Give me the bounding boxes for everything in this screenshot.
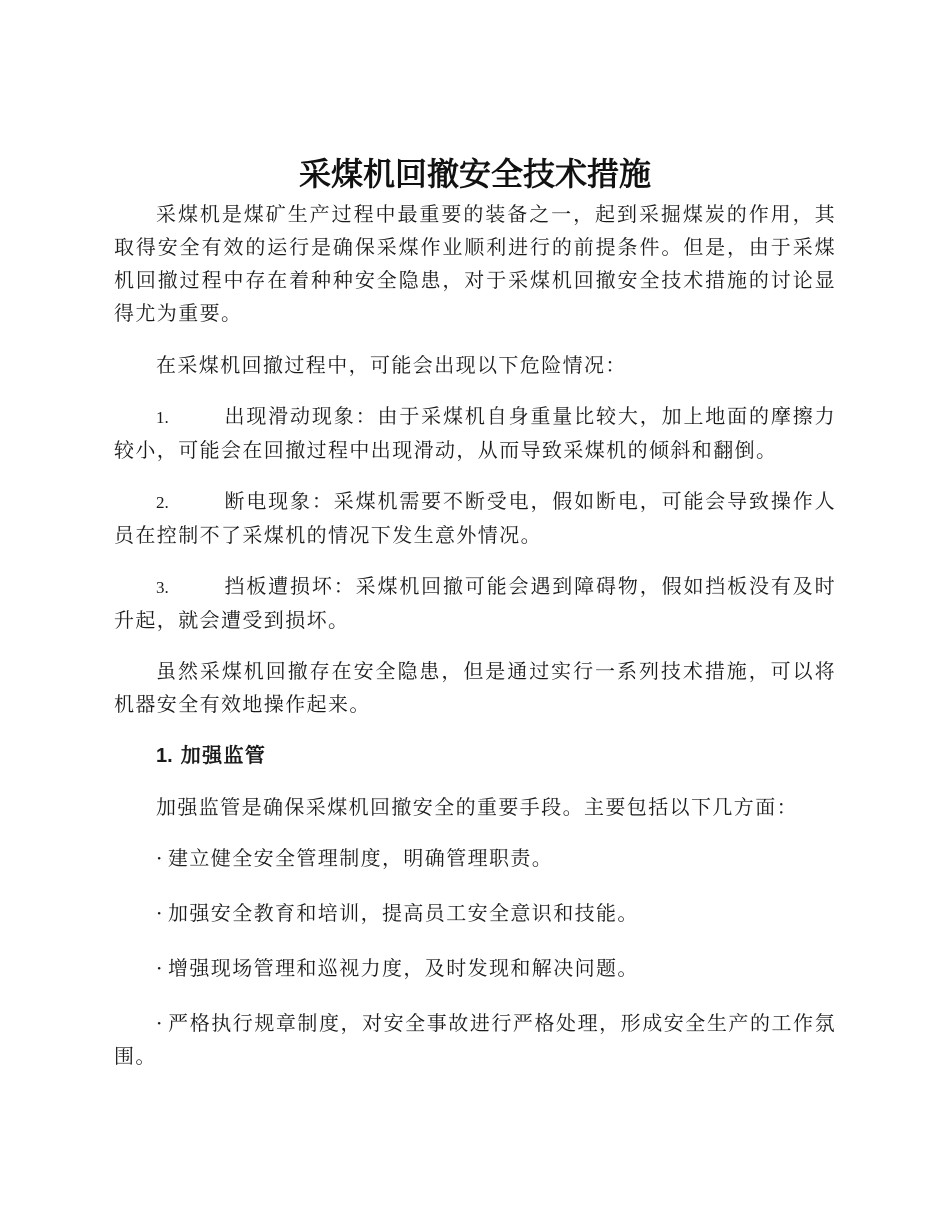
bullet-item — [114, 952, 836, 985]
risk-item-text: 断电现象：采煤机需要不断受电，假如断电，可能会导致操作人员在控制不了采煤机的情况下发生意外情况。 — [114, 489, 836, 547]
section-lead-paragraph: 加强监管是确保采煤机回撤安全的重要手段。主要包括以下几方面： — [156, 795, 798, 819]
bullet-item — [114, 897, 836, 930]
bullet-item — [114, 1007, 836, 1073]
risk-item-text: 挡板遭损坏：采煤机回撤可能会遇到障碍物，假如挡板没有及时升起，就会遭受到损坏。 — [114, 574, 836, 632]
bullet-mark: · — [156, 846, 163, 870]
bullet-text: 加强安全教育和培训，提高员工安全意识和技能。 — [168, 901, 639, 925]
risk-item-number: 2. — [156, 493, 169, 512]
summary-paragraph: 虽然采煤机回撤存在安全隐患，但是通过实行一系列技术措施，可以将机器安全有效地操作起来。 — [114, 659, 836, 716]
risk-item — [114, 570, 836, 637]
risk-item-text: 出现滑动现象：由于采煤机自身重量比较大，加上地面的摩擦力较小，可能会在回撤过程中出现滑动，从而导致采煤机的倾斜和翻倒。 — [114, 404, 836, 462]
risk-lead-paragraph: 在采煤机回撤过程中，可能会出现以下危险情况： — [156, 353, 627, 377]
risk-item-number: 1. — [156, 408, 169, 427]
bullet-text: 增强现场管理和巡视力度，及时发现和解决问题。 — [168, 956, 639, 980]
document-title: 采煤机回撤安全技术措施 — [298, 155, 651, 193]
section-heading — [114, 739, 836, 773]
section-heading-text: 加强监管 — [180, 743, 267, 767]
bullet-text: 建立健全安全管理制度，明确管理职责。 — [168, 846, 554, 870]
bullet-mark: · — [156, 1011, 163, 1035]
document-body — [114, 198, 836, 1095]
section-heading-number: 1. — [156, 745, 173, 767]
bullet-mark: · — [156, 956, 163, 980]
risk-item — [114, 400, 836, 467]
risk-item-number: 3. — [156, 578, 169, 597]
bullet-text: 严格执行规章制度，对安全事故进行严格处理，形成安全生产的工作氛围。 — [114, 1011, 836, 1068]
risk-item — [114, 485, 836, 552]
bullet-item — [114, 842, 836, 875]
bullet-mark: · — [156, 901, 163, 925]
intro-paragraph: 采煤机是煤矿生产过程中最重要的装备之一，起到采掘煤炭的作用，其取得安全有效的运行是确保采煤作业顺利进行的前提条件。但是，由于采煤机回撤过程中存在着种种安全隐患，对于采煤机回撤安全技术措施的讨论显得尤为重要。 — [114, 202, 836, 325]
